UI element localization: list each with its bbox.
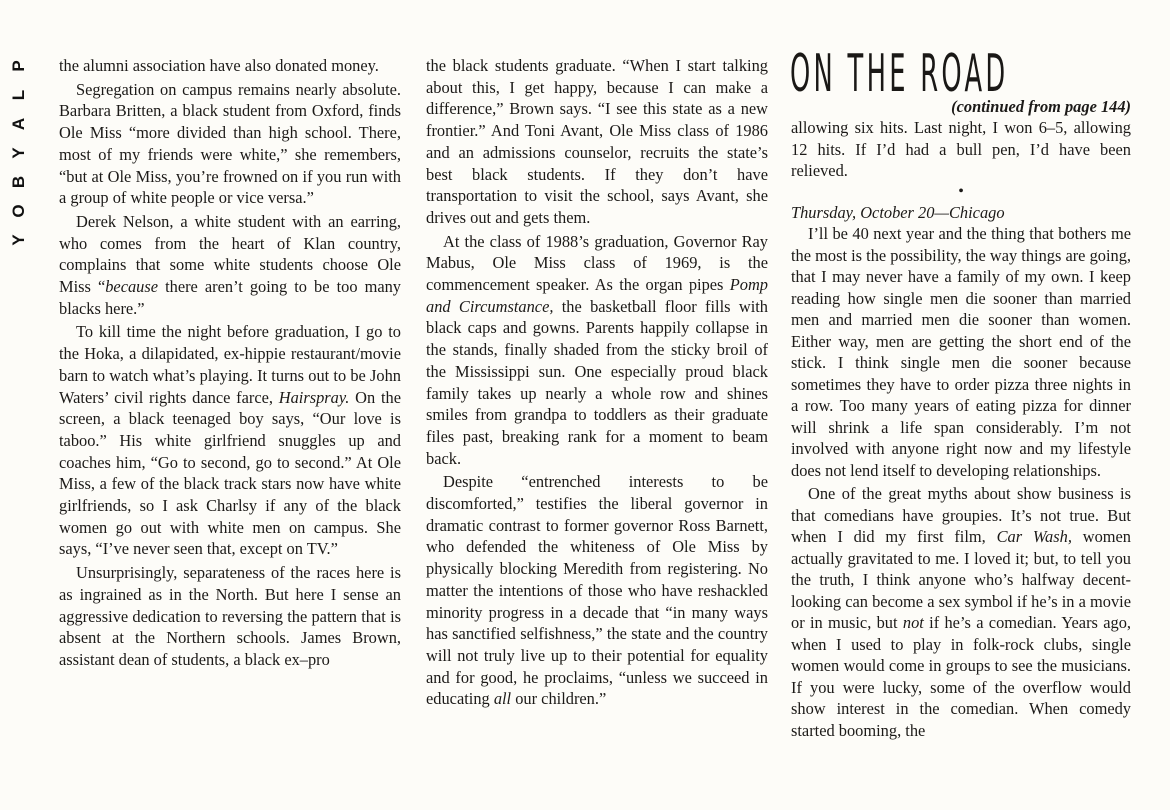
col3-paragraph-2: I’ll be 40 next year and the thing that bothers me the most is the possibility, the way things are going, that I may never have a family of my own. I keep reading how single men die sooner than married men and married men die sooner than women. Either way, men are getting the short end of the stick. I think single men die sooner because sometimes they have to order pizza three nights in a row. Too many years of eating pizza for dinner will shrink a life span considerably. I’m not involved with anyone right now and my lifestyle does not lend itself to developing relationships.	[791, 224, 1131, 480]
dateline: Thursday, October 20—Chicago	[791, 202, 1005, 222]
side-letter-y2: Y	[9, 234, 28, 246]
side-letter-b: B	[9, 175, 28, 189]
side-letter-l: L	[9, 89, 28, 101]
article-column-2	[426, 0, 768, 710]
col1-paragraph-2: Segregation on campus remains nearly absolute. Barbara Britten, a black student from Oxford, finds Ole Miss “more divided than high school. There, most of my friends were white,” she remembers, “but at Ole Miss, you’re frowned on if you run with a group of white people or vice versa.”	[59, 79, 401, 208]
col2-paragraph-3: Despite “entrenched interests to be discomforted,” testifies the liberal governor in dramatic contrast to former governor Ross Barnett, who defended the whiteness of Ole Miss by physically blocking Meredith from registering. No matter the intentions of those who have reshackled minority progress in a decade that “in many ways has sanctified selfishness,” the state and the country will not truly live up to their potential for equality and for good, he proclaims, “unless we succeed in educating all our children.”	[426, 472, 768, 709]
section-bullet: •	[958, 182, 964, 200]
continued-note: (continued from page 144)	[951, 97, 1131, 116]
col1-paragraph-3: Derek Nelson, a white student with an earring, who comes from the heart of Klan country, complains that some white students choose Ole Miss “because there aren’t going to be too many blacks here.”	[59, 211, 401, 318]
side-letter-y: Y	[9, 147, 28, 159]
col1-paragraph-1: the alumni association have also donated money.	[59, 56, 379, 75]
section-headline: ON THE ROAD	[790, 44, 1009, 104]
col3-paragraph-3: One of the great myths about show business is that comedians have groupies. It’s not true. But when I did my first film, Car Wash, women actually gravitated to me. I loved it; but, to tell you the truth, I think anyone who’s halfway decent-looking can become a sex symbol if he’s in a movie or in music, but not if he’s a comedian. Years ago, when I used to play in folk-rock clubs, single women would come in groups to see the musicians. If you were lucky, some of the overflow would show interest in the comedian. When comedy started booming, the	[791, 484, 1131, 740]
side-letter-a: A	[9, 117, 28, 131]
col1-paragraph-4: To kill time the night before graduation, I go to the Hoka, a dilapidated, ex-hippie restaurant/movie barn to watch what’s playing. It turns out to be John Waters’ civil rights dance farce, Hairspray. On the screen, a black teenaged boy says, “Our love is taboo.” His white girlfriend snuggles up and coaches him, “Go to second, go to second.” At Ole Miss, a few of the black track stars now have white girlfriends, so I ask Charlsy if any of the black women go out with white men on campus. She says, “I’ve never seen that, except on TV.”	[59, 322, 401, 559]
side-letter-o: O	[9, 204, 28, 218]
side-letter-p: P	[9, 60, 28, 72]
article-column-3	[791, 117, 1131, 741]
col2-paragraph-2: At the class of 1988’s graduation, Governor Ray Mabus, Ole Miss class of 1969, is the commencement speaker. As the organ pipes Pomp and Circumstance, the basketball floor fills with black caps and gowns. Parents happily collapse in the stands, finally shaded from the sticky broil of the Mississippi sun. One especially proud black family takes up nearly a whole row and shines smiles from grandpa to toddlers as their graduate files past, breaking rank for a moment to beam back.	[426, 231, 768, 468]
col1-paragraph-5: Unsurprisingly, separateness of the races here is as ingrained as in the North. But here I sense an aggressive dedication to reversing the pattern that is absent at the Northern schools. James Brown, assistant dean of students, a black ex–pro	[59, 563, 401, 669]
col2-paragraph-1: the black students graduate. “When I start talking about this, I get happy, because I can make a difference,” Brown says. “I see this state as a new frontier.” And Toni Avant, Ole Miss class of 1986 and an admissions counselor, recruits the state’s best black students. If they don’t have transportation to visit the school, says Avant, she drives out and gets them.	[426, 56, 768, 227]
article-column-1	[59, 0, 401, 671]
col3-paragraph-1: allowing six hits. Last night, I won 6–5, allowing 12 hits. If I’d had a bull pen, I’d have been relieved.	[791, 118, 1131, 180]
magazine-side-title	[0, 55, 40, 255]
